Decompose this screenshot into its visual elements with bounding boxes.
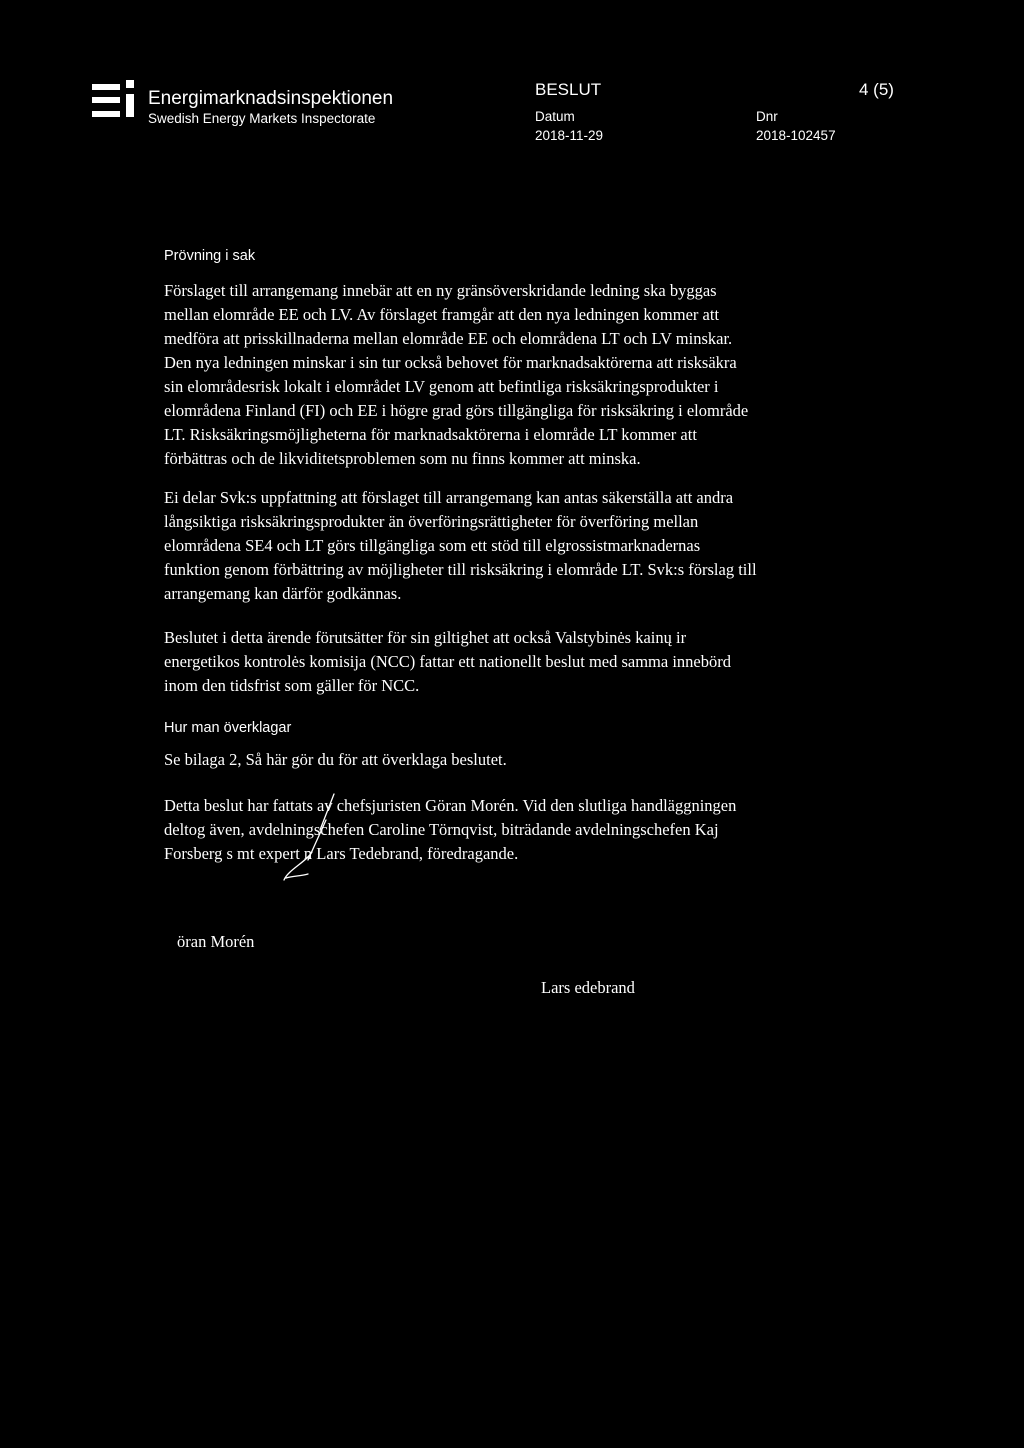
text-line: långsiktiga risksäkringsprodukter än överföringsrättigheter för överföring mellan — [164, 512, 699, 531]
text-line: elområdena SE4 och LT görs tillgängliga som ett stöd till elgrossistmarknadernas — [164, 536, 701, 555]
text-line: medföra att prisskillnaderna mellan elområde EE och elområdena LT och LV minskar. — [164, 329, 733, 348]
org-name: Energimarknadsinspektionen — [148, 88, 394, 109]
text-line: Den nya ledningen minskar i sin tur också behovet för marknadsaktörerna att risksäkra — [164, 353, 737, 372]
text-line: elområdena Finland (FI) och EE i högre grad görs tillgängliga för risksäkring i elområde — [164, 401, 749, 420]
paragraph-proposal — [164, 279, 864, 471]
date-value: 2018-11-29 — [535, 128, 604, 143]
paragraph-validity — [164, 626, 864, 698]
ei-logo-icon — [92, 80, 138, 122]
date-label: Datum — [535, 109, 575, 124]
document-type: BESLUT — [535, 80, 602, 99]
text-line: funktion genom förbättring av möjligheter till risksäkring i elområde LT. Svk:s förslag till — [164, 560, 757, 579]
text-line: Beslutet i detta ärende förutsätter för sin giltighet att också Valstybinės kainų ir — [164, 628, 687, 647]
section-heading-provning: Prövning i sak — [164, 248, 256, 264]
signer-name-2: Lars edebrand — [541, 978, 635, 997]
text-line: deltog även, avdelningschefen Caroline Törnqvist, biträdande avdelningschefen Kaj — [164, 820, 719, 839]
handwritten-signature — [268, 790, 358, 890]
paragraph-appeal-reference — [164, 748, 864, 772]
text-line: mellan elområde EE och LV. Av förslaget framgår att den nya ledningen kommer att — [164, 305, 720, 324]
dnr-value: 2018-102457 — [756, 128, 836, 143]
text-line: Se bilaga 2, Så här gör du för att överklaga beslutet. — [164, 750, 507, 769]
text-line: arrangemang kan därför godkännas. — [164, 584, 402, 603]
signer-name-1: öran Morén — [177, 932, 255, 951]
text-line: Ei delar Svk:s uppfattning att förslaget till arrangemang kan antas säkerställa att andra — [164, 488, 734, 507]
text-line: förbättras och de likviditetsproblemen som nu finns kommer att minska. — [164, 449, 641, 468]
text-line: Detta beslut har fattats av chefsjuristen Göran Morén. Vid den slutliga handläggningen — [164, 796, 737, 815]
text-line: sin elområdesrisk lokalt i elområdet LV genom att befintliga risksäkringsprodukter i — [164, 377, 719, 396]
section-heading-appeal: Hur man överklagar — [164, 720, 292, 736]
dnr-label: Dnr — [756, 109, 778, 124]
page-number: 4 (5) — [859, 80, 894, 99]
ei-logo — [92, 80, 138, 122]
text-line: inom den tidsfrist som gäller för NCC. — [164, 676, 420, 695]
text-line: Förslaget till arrangemang innebär att en ny gränsöverskridande ledning ska byggas — [164, 281, 717, 300]
org-subtitle: Swedish Energy Markets Inspectorate — [148, 111, 376, 126]
text-line: energetikos kontrolės komisija (NCC) fattar ett nationellt beslut med samma innebörd — [164, 652, 731, 671]
text-line: Forsberg s mt expert n Lars Tedebrand, föredragande. — [164, 844, 519, 863]
paragraph-ei-assessment — [164, 486, 864, 606]
text-line: LT. Risksäkringsmöjligheterna för marknadsaktörerna i elområde LT kommer att — [164, 425, 697, 444]
